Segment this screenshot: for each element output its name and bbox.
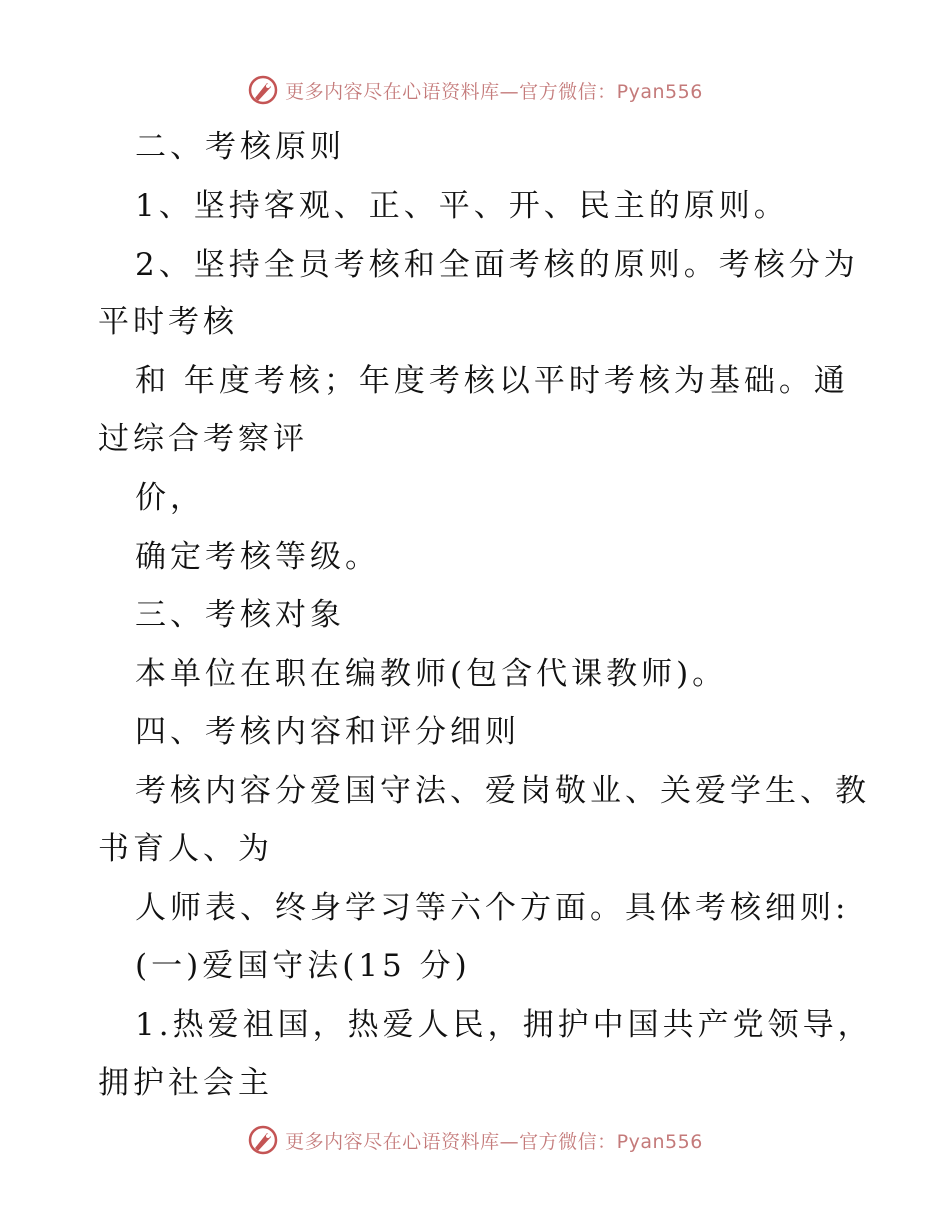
paragraph-line: 过综合考察评 bbox=[98, 421, 308, 457]
paragraph-line: 书育人、为 bbox=[98, 831, 273, 867]
header-watermark bbox=[0, 70, 950, 110]
paragraph-line: 平时考核 bbox=[98, 304, 238, 340]
paragraph-line: 2、坚持全员考核和全面考核的原则。考核分为 bbox=[135, 247, 859, 283]
paragraph-line: 拥护社会主 bbox=[98, 1065, 273, 1101]
footer-watermark bbox=[0, 1120, 950, 1160]
paragraph-line: 考核内容分爱国守法、爱岗敬业、关爱学生、教 bbox=[135, 773, 870, 809]
paragraph-line: 本单位在职在编教师(包含代课教师)。 bbox=[135, 656, 728, 692]
footer-watermark-text: 更多内容尽在心语资料库—官方微信：Pyan556 bbox=[285, 1130, 703, 1153]
paragraph-line: 价， bbox=[135, 480, 205, 516]
paragraph-line: 确定考核等级。 bbox=[135, 539, 380, 575]
paragraph-line: 和 年度考核；年度考核以平时考核为基础。通 bbox=[135, 363, 849, 399]
section-heading-content: 四、考核内容和评分细则 bbox=[135, 714, 520, 750]
paragraph-line: 人师表、终身学习等六个方面。具体考核细则: bbox=[135, 890, 850, 926]
pen-nib-icon bbox=[247, 74, 279, 106]
paragraph-line: 1.热爱祖国，热爱人民，拥护中国共产党领导， bbox=[135, 1007, 873, 1043]
paragraph-line: 1、坚持客观、正、平、开、民主的原则。 bbox=[135, 188, 789, 224]
section-heading-principles: 二、考核原则 bbox=[135, 129, 345, 165]
subsection-heading: (一)爱国守法(15 分) bbox=[135, 948, 471, 984]
pen-nib-icon bbox=[247, 1124, 279, 1156]
section-heading-targets: 三、考核对象 bbox=[135, 597, 345, 633]
header-watermark-text: 更多内容尽在心语资料库—官方微信：Pyan556 bbox=[285, 80, 703, 103]
